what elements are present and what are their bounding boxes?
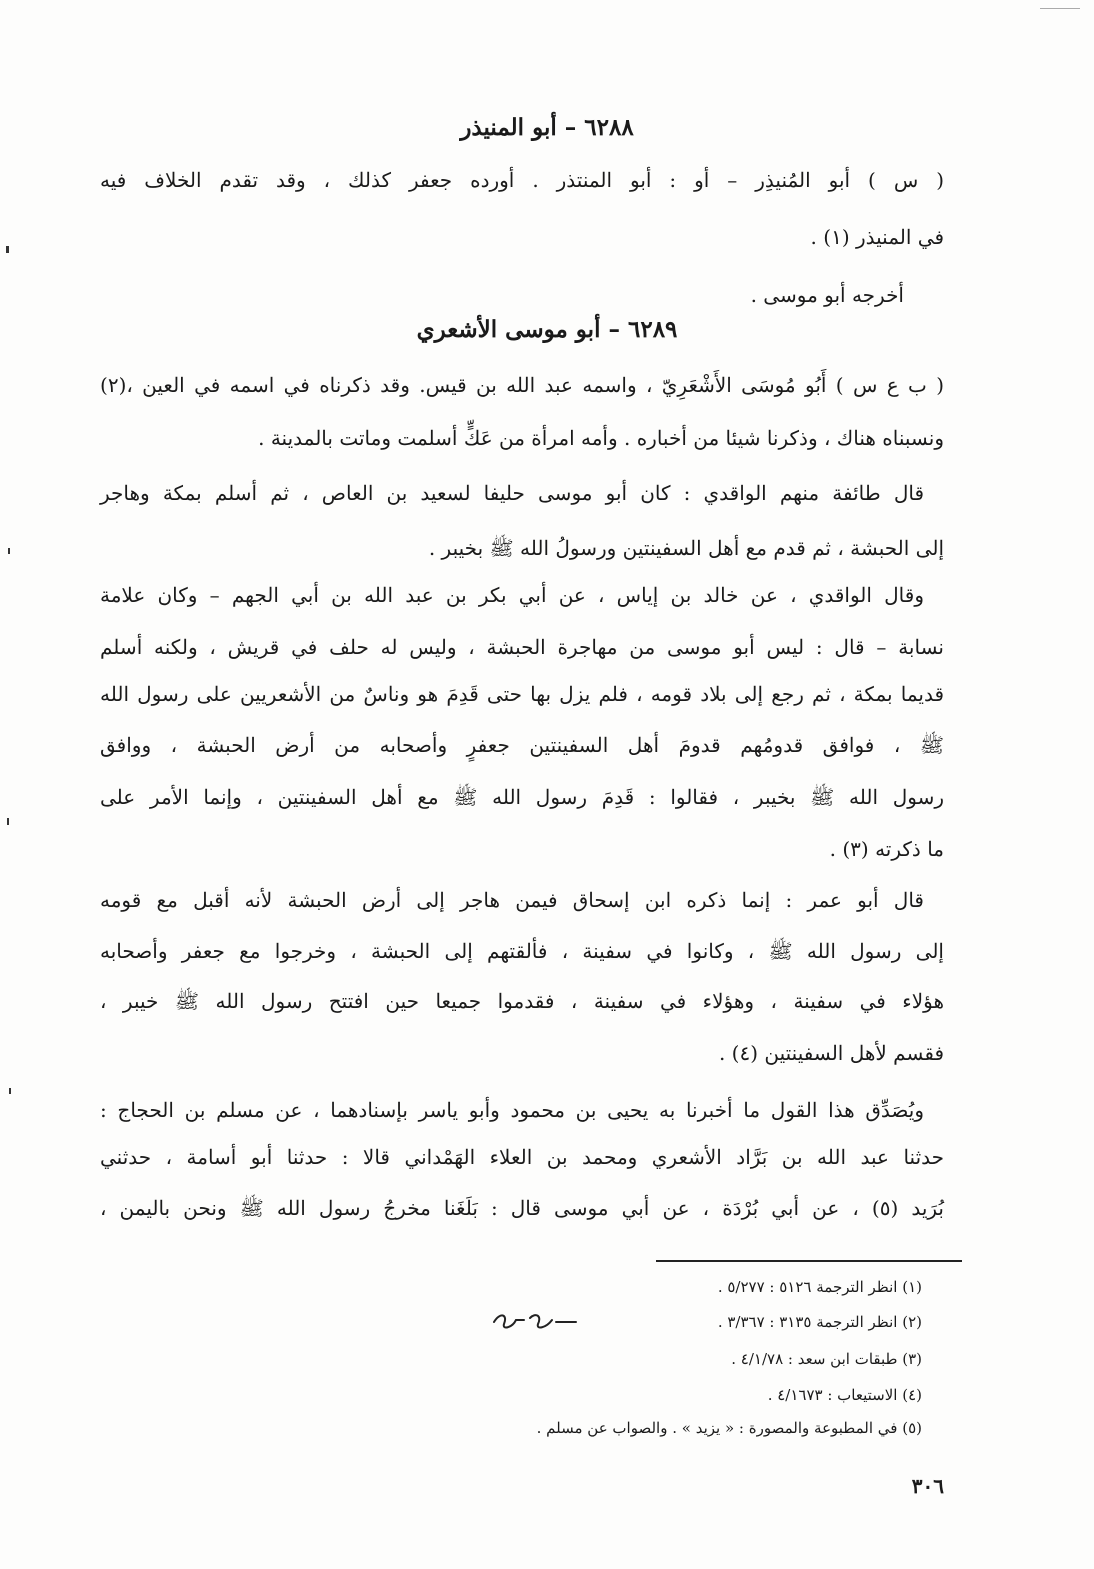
footnote: (٢) انظر الترجمة ٣١٣٥ : ٣/٣٦٧ . (717, 1313, 922, 1331)
text-line: حدثنا عبد الله بن بَرَّاد الأشعري ومحمد بن العلاء الهَمْداني قالا : حدثنا أبو أسامة ، حدثني (100, 1145, 944, 1169)
text-line: ﷺ ، فوافق قدومُهم قدومَ أهل السفينتين جعفرٍ وأصحابه من أرض الحبشة ، ووافق (100, 733, 944, 757)
handwritten-annotation (490, 1308, 580, 1332)
text-line: أخرجه أبو موسى . (750, 283, 904, 307)
scan-speck (9, 1088, 11, 1094)
text-line: نسابة – قال : ليس أبو موسى من مهاجرة الحبشة ، وليس له حلف في قريش ، ولكنه أسلم (100, 635, 944, 659)
text-line: إلى رسول الله ﷺ ، وكانوا في سفينة ، فألقتهم إلى الحبشة ، وخرجوا مع جعفر وأصحابه (100, 939, 944, 963)
page-number: ٣٠٦ (911, 1474, 944, 1498)
footnote: (٣) طبقات ابن سعد : ٤/١/٧٨ . (731, 1350, 922, 1368)
scan-speck (8, 548, 10, 554)
text-line: هؤلاء في سفينة ، وهؤلاء في سفينة ، فقدموا جميعا حين افتتح رسول الله ﷺ خيبر ، (100, 989, 944, 1013)
text-line: قديما بمكة ، ثم رجع إلى بلاد قومه ، فلم يزل بها حتى قَدِمَ هو وناسٌ من الأشعريين على رسول الله (100, 682, 945, 706)
entry-heading: ٦٢٨٩ – أبو موسى الأشعري (416, 316, 678, 343)
footnote: (٥) في المطبوعة والمصورة : « يزيد » . والصواب عن مسلم . (536, 1419, 922, 1437)
footnote: (٤) الاستيعاب : ٤/١٦٧٣ . (767, 1386, 922, 1404)
text-line: رسول الله ﷺ بخيبر ، فقالوا : قَدِمَ رسول الله ﷺ مع أهل السفينتين ، وإنما الأمر على (100, 785, 944, 809)
text-line: وقال الواقدي ، عن خالد بن إياس ، عن أبي بكر بن عبد الله بن أبي الجهم – وكان علامة (100, 583, 924, 607)
text-line: ( ب ع س ) أَبُو مُوسَى الأَشْعَرِيّ ، واسمه عبد الله بن قيس. وقد ذكرناه في اسمه في العين ،(٢) (100, 373, 944, 397)
text-line: بُرَيد (٥) ، عن أبي بُرْدَة ، عن أبي موسى قال : بَلَغَنا مخرجُ رسول الله ﷺ ونحن باليمن ، (100, 1196, 944, 1220)
text-line: ويُصَدِّق هذا القول ما أخبرنا به يحيى بن محمود وأبو ياسر بإسنادهما ، عن مسلم بن الحجاج : (100, 1098, 924, 1122)
text-line: ونسبناه هناك ، وذكرنا شيئا من أخباره . وأمه امرأة من عَكٍّ أسلمت وماتت بالمدينة . (258, 426, 944, 450)
scan-speck (1040, 8, 1080, 9)
footnote: (١) انظر الترجمة ٥١٢٦ : ٥/٢٧٧ . (717, 1278, 922, 1296)
footnote-separator (656, 1260, 962, 1262)
scan-speck (6, 246, 9, 253)
text-line: قال طائفة منهم الواقدي : كان أبو موسى حليفا لسعيد بن العاص ، ثم أسلم بمكة وهاجر (100, 481, 924, 505)
text-line: ( س ) أبو المُنيذِر – أو : أبو المنتذر . أورده جعفر كذلك ، وقد تقدم الخلاف فيه (100, 168, 944, 192)
text-line: في المنيذر (١) . (810, 225, 944, 249)
text-line: ما ذكرته (٣) . (829, 837, 944, 861)
scan-speck (7, 818, 9, 825)
entry-heading: ٦٢٨٨ – أبو المنيذر (460, 114, 634, 141)
text-line: قال أبو عمر : إنما ذكره ابن إسحاق فيمن هاجر إلى أرض الحبشة لأنه أقبل مع قومه (100, 888, 924, 912)
text-line: إلى الحبشة ، ثم قدم مع أهل السفينتين ورسولُ الله ﷺ بخيبر . (428, 536, 944, 560)
text-line: فقسم لأهل السفينتين (٤) . (718, 1041, 944, 1065)
